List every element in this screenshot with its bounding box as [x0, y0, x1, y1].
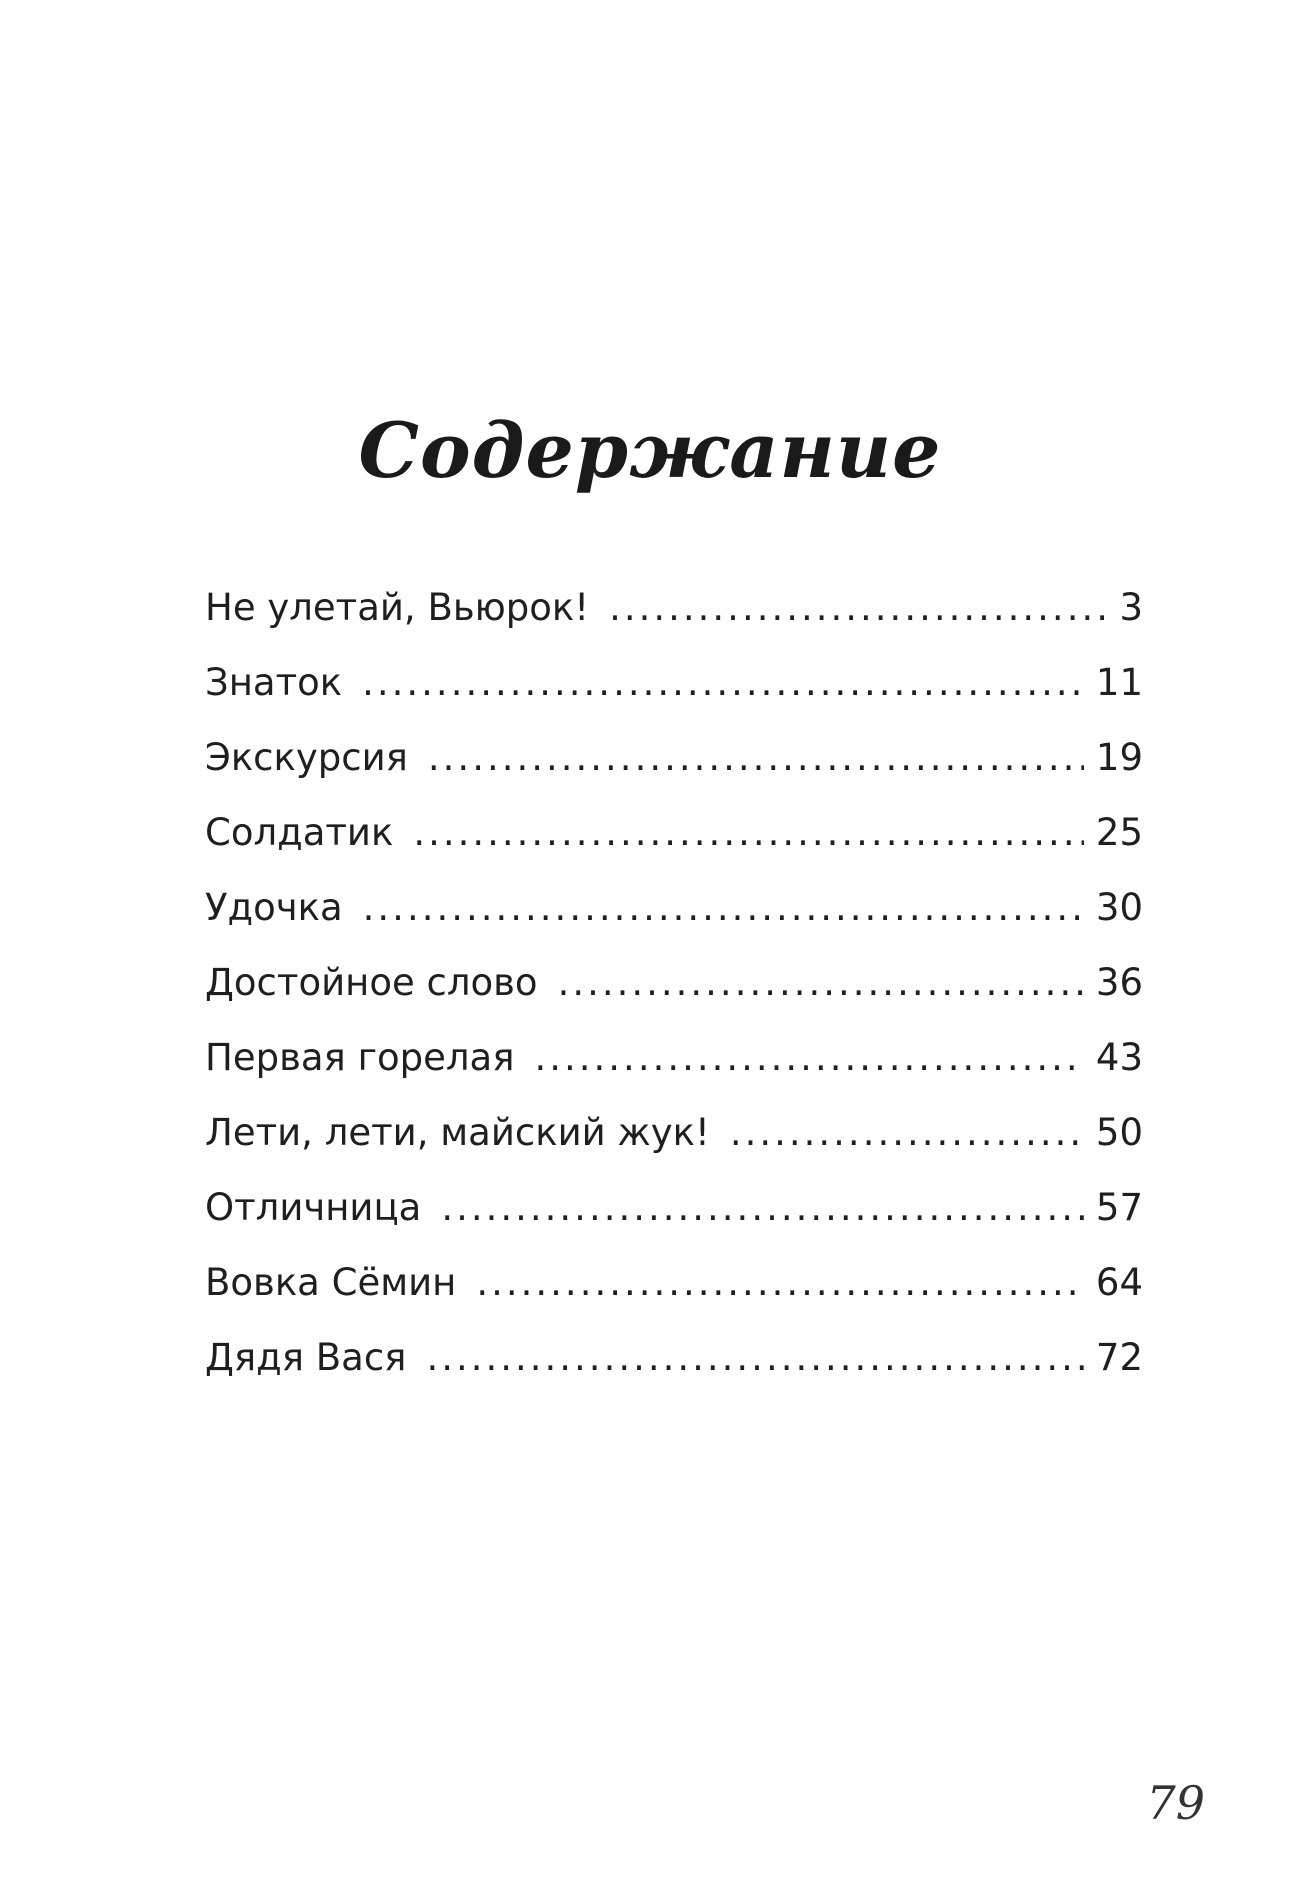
toc-entry	[205, 1028, 1143, 1103]
toc-entry-title: Солдатик	[205, 811, 394, 854]
toc-entry-page: 3	[1119, 586, 1143, 629]
toc-entry	[205, 953, 1143, 1028]
toc-entry-page: 64	[1095, 1261, 1143, 1304]
toc-entry	[205, 803, 1143, 878]
toc-entry-page: 36	[1095, 961, 1143, 1004]
toc-entry	[205, 1253, 1143, 1328]
toc-entry-page: 50	[1095, 1111, 1143, 1154]
toc-entry	[205, 653, 1143, 728]
toc-entry-title: Лети, лети, майский жук!	[205, 1111, 710, 1154]
toc-entry-title: Не улетай, Вьюрок!	[205, 586, 590, 629]
dot-leader	[441, 1178, 1084, 1238]
toc-entry-title: Удочка	[205, 886, 343, 929]
toc-entry-title: Экскурсия	[205, 736, 408, 779]
page-number: 79	[1146, 1776, 1205, 1830]
toc-entry	[205, 1178, 1143, 1253]
dot-leader	[426, 1328, 1083, 1388]
toc-entry-page: 43	[1095, 1036, 1143, 1079]
page-title: Содержание	[358, 405, 942, 495]
dot-leader	[476, 1253, 1084, 1313]
toc-entry	[205, 1328, 1143, 1403]
toc-entry-page: 19	[1095, 736, 1143, 779]
toc-entry	[205, 728, 1143, 803]
dot-leader	[609, 578, 1107, 638]
toc-entry-title: Знаток	[205, 661, 343, 704]
toc-entry-page: 57	[1095, 1186, 1143, 1229]
dot-leader	[363, 878, 1084, 938]
dot-leader	[558, 953, 1084, 1013]
toc-entry	[205, 878, 1143, 953]
dot-leader	[730, 1103, 1084, 1163]
toc-entry-title: Первая горелая	[205, 1036, 515, 1079]
toc-entry-title: Дядя Вася	[205, 1336, 407, 1379]
toc-entry-page: 11	[1095, 661, 1143, 704]
toc-entry-title: Вовка Сёмин	[205, 1261, 457, 1304]
dot-leader	[413, 803, 1084, 863]
toc-entry-title: Достойное слово	[205, 961, 538, 1004]
toc-entry-title: Отличница	[205, 1186, 422, 1229]
toc-entry-page: 30	[1095, 886, 1143, 929]
dot-leader	[534, 1028, 1083, 1088]
toc-entry	[205, 1103, 1143, 1178]
toc-entry-page: 25	[1095, 811, 1143, 854]
toc-entry-page: 72	[1095, 1336, 1143, 1379]
dot-leader	[428, 728, 1084, 788]
toc-entry	[205, 578, 1143, 653]
table-of-contents	[205, 578, 1143, 1403]
dot-leader	[362, 653, 1084, 713]
